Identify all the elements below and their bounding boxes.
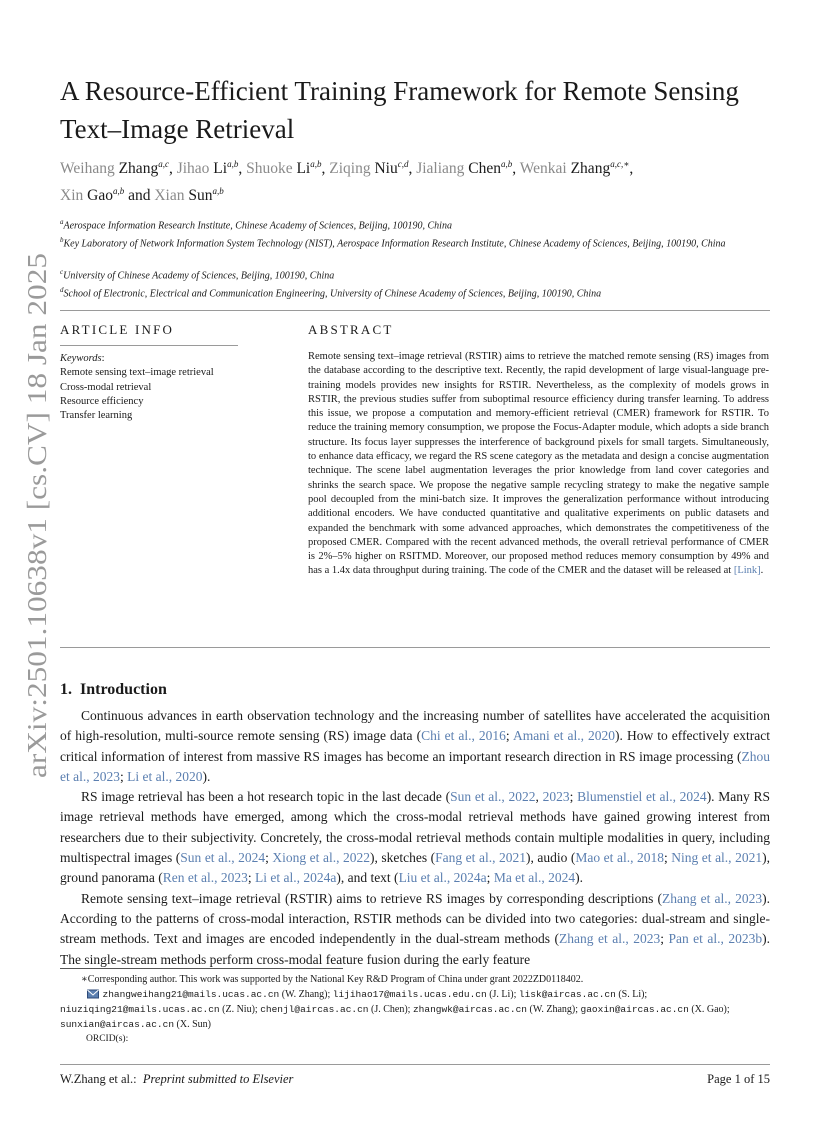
title-line-2: Text–Image Retrieval [60, 114, 295, 144]
keyword-item: Resource efficiency [60, 395, 144, 407]
section-heading [60, 681, 167, 699]
citation-link[interactable]: 2023 [542, 789, 570, 805]
email-link[interactable]: zhangwk@aircas.ac.cn [412, 1004, 527, 1015]
author-first-name: Xian [154, 187, 185, 205]
author-affiliation-sup: a,c,∗ [610, 159, 630, 169]
author-separator: , [629, 160, 634, 178]
keywords-block [60, 352, 250, 423]
body-text: ), ground panorama ( [60, 850, 770, 886]
citation-link[interactable]: Amani et al., 2020 [512, 728, 616, 744]
author-first-name: Jialiang [416, 160, 465, 178]
title-line-1: A Resource-Efficient Training Framework for Remote Sensing [60, 76, 739, 106]
author-affiliation-sup: a,b [227, 159, 239, 169]
affiliation-d-sup: d [60, 286, 64, 294]
body-text: ), audio ( [525, 850, 576, 866]
author-last-name: Li [213, 160, 228, 178]
citation-link[interactable]: Pan et al., 2023b [668, 931, 763, 947]
footer-divider [60, 1064, 770, 1065]
author-name[interactable] [177, 160, 239, 177]
footnote-rule [60, 968, 343, 969]
author-last-name: Li [296, 160, 311, 178]
author-first-name: Weihang [60, 160, 115, 178]
body-text: ; [663, 850, 672, 866]
author-first-name: Ziqing [329, 160, 371, 178]
body-text: ; [247, 870, 255, 886]
body-text: ). [202, 768, 211, 784]
introduction-body [60, 706, 770, 970]
body-paragraph [60, 889, 770, 970]
body-paragraph [60, 787, 770, 888]
author-last-name: Gao [87, 187, 113, 205]
affiliation-b-sup: b [60, 236, 64, 244]
citation-link[interactable]: Mao et al., 2018 [575, 850, 664, 866]
author-first-name: Shuoke [246, 160, 293, 178]
author-list [60, 153, 780, 207]
affiliation-c-text: University of Chinese Academy of Sciences, Beijing, 100190, China [63, 270, 335, 282]
email-owner: (S. Li); [615, 989, 648, 1000]
affiliation-d [60, 283, 770, 301]
body-text: ; [569, 789, 578, 805]
keyword-item: Cross-modal retrieval [60, 381, 152, 393]
body-text: Continuous advances in earth observation technology and the increasing number of satellites have accelerated the acquisition of high-resolution, multi-source remote sensing (RS) image data ( [60, 708, 770, 744]
body-text: ). The single-stream methods perform cross-modal feature fusion during the early feature [60, 931, 770, 967]
citation-link[interactable]: Zhang et al., 2023 [661, 890, 763, 906]
body-text: ), and text ( [336, 870, 399, 886]
citation-link[interactable]: Chi et al., 2016 [421, 728, 506, 744]
author-last-name: Zhang [118, 160, 159, 178]
article-info-divider [60, 345, 238, 346]
author-last-name: Niu [374, 160, 398, 178]
author-last-name: Sun [188, 187, 213, 205]
body-text: ; [505, 728, 513, 744]
author-affiliation-sup: c,d [397, 159, 409, 169]
email-link[interactable]: sunxian@aircas.ac.cn [60, 1019, 175, 1030]
citation-link[interactable]: Sun et al., 2022 [450, 789, 536, 805]
arxiv-stamp [16, 250, 52, 780]
author-first-name: Wenkai [519, 160, 567, 178]
email-owner: (X. Sun) [174, 1019, 211, 1030]
email-link[interactable]: lisk@aircas.ac.cn [518, 989, 616, 1000]
page-number: Page 1 of 15 [707, 1072, 770, 1086]
keywords-label: Keywords [60, 353, 102, 364]
author-last-name: Zhang [570, 160, 611, 178]
email-link[interactable]: gaoxin@aircas.ac.cn [580, 1004, 689, 1015]
body-text: Remote sensing text–image retrieval (RSTIR) aims to retrieve RS images by corresponding descriptions ( [81, 890, 662, 906]
email-link[interactable]: niuziqing21@mails.ucas.ac.cn [60, 1004, 220, 1015]
paper-title [60, 72, 780, 148]
affiliation-a-text: Aerospace Information Research Institute, Chinese Academy of Sciences, Beijing, 100190, China [63, 220, 452, 232]
abstract-divider [60, 647, 770, 648]
header-divider [60, 310, 770, 311]
keyword-item: Remote sensing text–image retrieval [60, 367, 214, 379]
footnote [60, 972, 770, 1047]
author-name[interactable] [60, 187, 124, 204]
author-affiliation-sup: a,b [112, 186, 125, 197]
author-separator: , [321, 160, 330, 178]
body-text: ; [265, 850, 273, 866]
code-link[interactable]: [Link] [733, 565, 761, 577]
author-affiliation-sup: a,c [158, 159, 169, 169]
author-name[interactable] [520, 160, 630, 177]
email-link[interactable]: chenjl@aircas.ac.cn [260, 1004, 369, 1015]
footer-venue: Preprint submitted to Elsevier [142, 1072, 294, 1086]
body-text: ). How to effectively extract critical information of interest from massive RS images has become an important research direction in RS image processing ( [60, 728, 770, 764]
author-name[interactable] [246, 160, 321, 177]
section-number: 1. [60, 681, 72, 698]
author-first-name: Jihao [176, 160, 210, 178]
citation-link[interactable]: Blumenstiel et al., 2024 [577, 789, 707, 805]
email-icon [87, 989, 99, 1004]
footnote-orcid: ORCID(s): [86, 1034, 129, 1044]
citation-link[interactable]: Liu et al., 2024a [398, 870, 487, 886]
email-owner: (J. Li); [486, 989, 519, 1000]
author-name[interactable] [60, 160, 169, 177]
body-text: , [535, 789, 543, 805]
abstract-end: . [760, 565, 764, 577]
body-text: ). According to the patterns of cross-modal interaction, RSTIR methods can be divided into two categories: dual-stream and single-stream methods. Text and images are encoded independently in the dual-stream methods ( [60, 890, 770, 947]
citation-link[interactable]: Xiong et al., 2022 [272, 850, 370, 866]
email-owner: (W. Zhang); [527, 1004, 581, 1015]
footer-author: W.Zhang et al.: [60, 1072, 137, 1086]
footer-left [60, 1072, 293, 1087]
article-info-heading: ARTICLE INFO [60, 322, 175, 337]
body-text: ; [120, 768, 128, 784]
arxiv-stamp-svg [16, 250, 52, 780]
footnote-star: ∗Corresponding author. This work was supported by the National Key R&D Program of China under grant 2022ZD0118402. [81, 974, 584, 985]
keywords-label-line: Keywords: [60, 353, 105, 364]
abstract-text: Remote sensing text–image retrieval (RSTIR) aims to retrieve the matched remote sensing (RS) images from the database according to the descriptive text. Recently, the rapid development of large visual-language pre-training models provides new insights for RSTIR. Nevertheless, as the complexity of models grows in RSTIR, the previous studies suffer from suboptimal resource efficiency during transfer learning. To address this issue, we propose a computation and memory-efficient retrieval (CMER) framework for RSTIR. To reduce the training memory consumption, we propose the Focus-Adapter module, which adopts a side branch structure. Its focus layer suppresses the interference of background pixels for small targets. Simultaneously, to enhance data efficacy, we regard the RS scene category as the metadata and design a concise augmentation technique. The scene label augmentation leverages the prior knowledge from land cover categories and shrinks the search space. We propose the negative sample recycling strategy to make the negative sample pool decoupled from the mini-batch size. It improves the generalization performance without introducing additional encoders. We have conducted quantitative and qualitative experiments on public datasets and expanded the benchmark with some advanced approaches, which demonstrates the competitiveness of the proposed CMER. Compared with the recent advanced methods, the overall retrieval performance of CMER is 2%–5% higher on RSITMD. Moreover, our proposed method reduces memory consumption by 49% and has a 1.4x data throughput during training. The code of the CMER and the dataset will be released at [308, 351, 769, 577]
citation-link[interactable]: Fang et al., 2021 [435, 850, 526, 866]
author-affiliation-sup: a,b [310, 159, 322, 169]
email-link[interactable]: zhangweihang21@mails.ucas.ac.cn [102, 989, 280, 1000]
author-separator: , [238, 160, 247, 178]
citation-link[interactable]: Zhou et al., 2023 [60, 748, 770, 784]
citation-link[interactable]: Li et al., 2024a [254, 870, 337, 886]
body-paragraph [60, 706, 770, 787]
affiliation-d-text: School of Electronic, Electrical and Communication Engineering, University of Chinese Academy of Sciences, Beijing, 100190, China [63, 288, 602, 300]
author-last-name: Chen [468, 160, 502, 178]
email-owner: (W. Zhang); [279, 989, 333, 1000]
citation-link[interactable]: Ren et al., 2023 [162, 870, 248, 886]
abstract-body [308, 350, 769, 579]
email-owner: (Z. Niu); [219, 1004, 261, 1015]
affiliation-c-sup: c [60, 268, 64, 276]
affiliation-b-text: Key Laboratory of Network Information System Technology (NIST), Aerospace Information Research Institute, Chinese Academy of Sciences, Beijing, 100190, China [63, 238, 726, 250]
author-name[interactable] [329, 160, 408, 177]
citation-link[interactable]: Li et al., 2020 [127, 768, 203, 784]
affiliation-a-sup: a [60, 218, 64, 226]
email-owner: (X. Gao); [688, 1004, 730, 1015]
author-name[interactable] [154, 187, 223, 204]
email-link[interactable]: lijihao17@mails.ucas.edu.cn [332, 989, 487, 1000]
affiliation-b [60, 233, 770, 251]
author-separator: , [512, 160, 520, 178]
author-separator: , [168, 160, 177, 178]
author-affiliation-sup: a,b [212, 186, 224, 197]
citation-link[interactable]: Sun et al., 2024 [180, 850, 266, 866]
author-separator: , [408, 160, 417, 178]
author-separator: and [124, 187, 155, 205]
affiliation-a [60, 215, 770, 233]
body-text: ; [486, 870, 494, 886]
body-text: RS image retrieval has been a hot research topic in the last decade ( [81, 789, 451, 805]
email-owner: (J. Chen); [368, 1004, 413, 1015]
body-text: ). [575, 870, 584, 886]
author-first-name: Xin [60, 187, 84, 205]
footnote-emails [60, 987, 770, 1032]
abstract-heading: ABSTRACT [308, 322, 394, 337]
affiliation-c [60, 265, 770, 283]
arxiv-stamp-text: arXiv:2501.10638v1 [cs.CV] 18 Jan 2025 [22, 325, 52, 778]
citation-link[interactable]: Ning et al., 2021 [671, 850, 763, 866]
author-affiliation-sup: a,b [501, 159, 513, 169]
author-name[interactable] [416, 160, 512, 177]
keyword-item: Transfer learning [60, 410, 133, 422]
citation-link[interactable]: Zhang et al., 2023 [559, 931, 661, 947]
body-text: ). Many RS image retrieval methods have emerged, among which the cross-modal retrieval methods have gained growing interest from researchers due to their subjectivity. Concretely, the cross-modal retrieval methods contain multiple modalities in query, including multispectral images ( [60, 789, 770, 866]
citation-link[interactable]: Ma et al., 2024 [493, 870, 576, 886]
body-text: ; [660, 931, 669, 947]
section-title: Introduction [80, 681, 167, 698]
body-text: ), sketches ( [369, 850, 436, 866]
